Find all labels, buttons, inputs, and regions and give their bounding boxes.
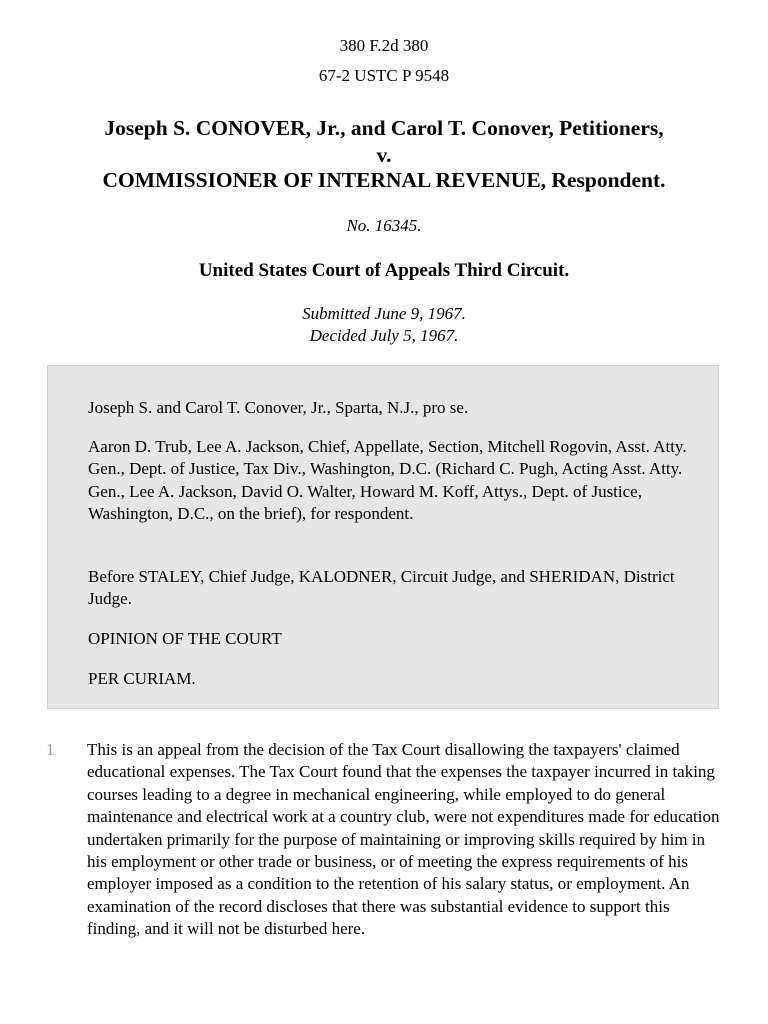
paragraph-number: 1 bbox=[46, 740, 55, 759]
case-title-respondent: COMMISSIONER OF INTERNAL REVENUE, Respondent. bbox=[102, 168, 666, 192]
citation-ustc: 67-2 USTC P 9548 bbox=[318, 66, 450, 85]
pro-se-counsel: Joseph S. and Carol T. Conover, Jr., Sparta, N.J., pro se. bbox=[88, 398, 469, 417]
opinion-paragraph: This is an appeal from the decision of the Tax Court disallowing the taxpayers' claimed educational expenses. The Tax Court found that the expenses the taxpayer incurred in taking courses leading to a degree in mechanical engineering, while employed to do general maintenance and electrical work at a country club, were not expenditures made for education undertaken primarily for the purpose of maintaining or improving skills required by him in his employment or other trade or business, or of meeting the express requirements of his employer imposed as a condition to the retention of his salary status, or employment. An examination of the record discloses that there was substantial evidence to support this finding, and it will not be disturbed here. bbox=[87, 740, 720, 939]
respondent-counsel: Aaron D. Trub, Lee A. Jackson, Chief, Appellate, Section, Mitchell Rogovin, Asst. Atty. Gen., Dept. of Justice, Tax Div., Washington, D.C. (Richard C. Pugh, Acting Asst. Atty. Gen., Lee A. Jackson, David O. Walter, Howard M. Koff, Attys., Dept. of Justice, Washington, D.C., on the brief), for respondent. bbox=[88, 437, 687, 524]
case-info-panel bbox=[47, 365, 719, 709]
decided-date: Decided July 5, 1967. bbox=[309, 326, 459, 345]
case-title-parties: Joseph S. CONOVER, Jr., and Carol T. Conover, Petitioners, bbox=[104, 116, 664, 140]
citation-reporter: 380 F.2d 380 bbox=[339, 36, 429, 55]
judges-panel: Before STALEY, Chief Judge, KALODNER, Circuit Judge, and SHERIDAN, District Judge. bbox=[88, 567, 675, 609]
court-name: United States Court of Appeals Third Circuit. bbox=[198, 260, 570, 281]
submitted-date: Submitted June 9, 1967. bbox=[302, 304, 466, 323]
docket-number: No. 16345. bbox=[346, 216, 422, 235]
per-curiam: PER CURIAM. bbox=[88, 669, 196, 688]
opinion-heading: OPINION OF THE COURT bbox=[88, 629, 282, 648]
case-title-versus: v. bbox=[376, 143, 392, 167]
